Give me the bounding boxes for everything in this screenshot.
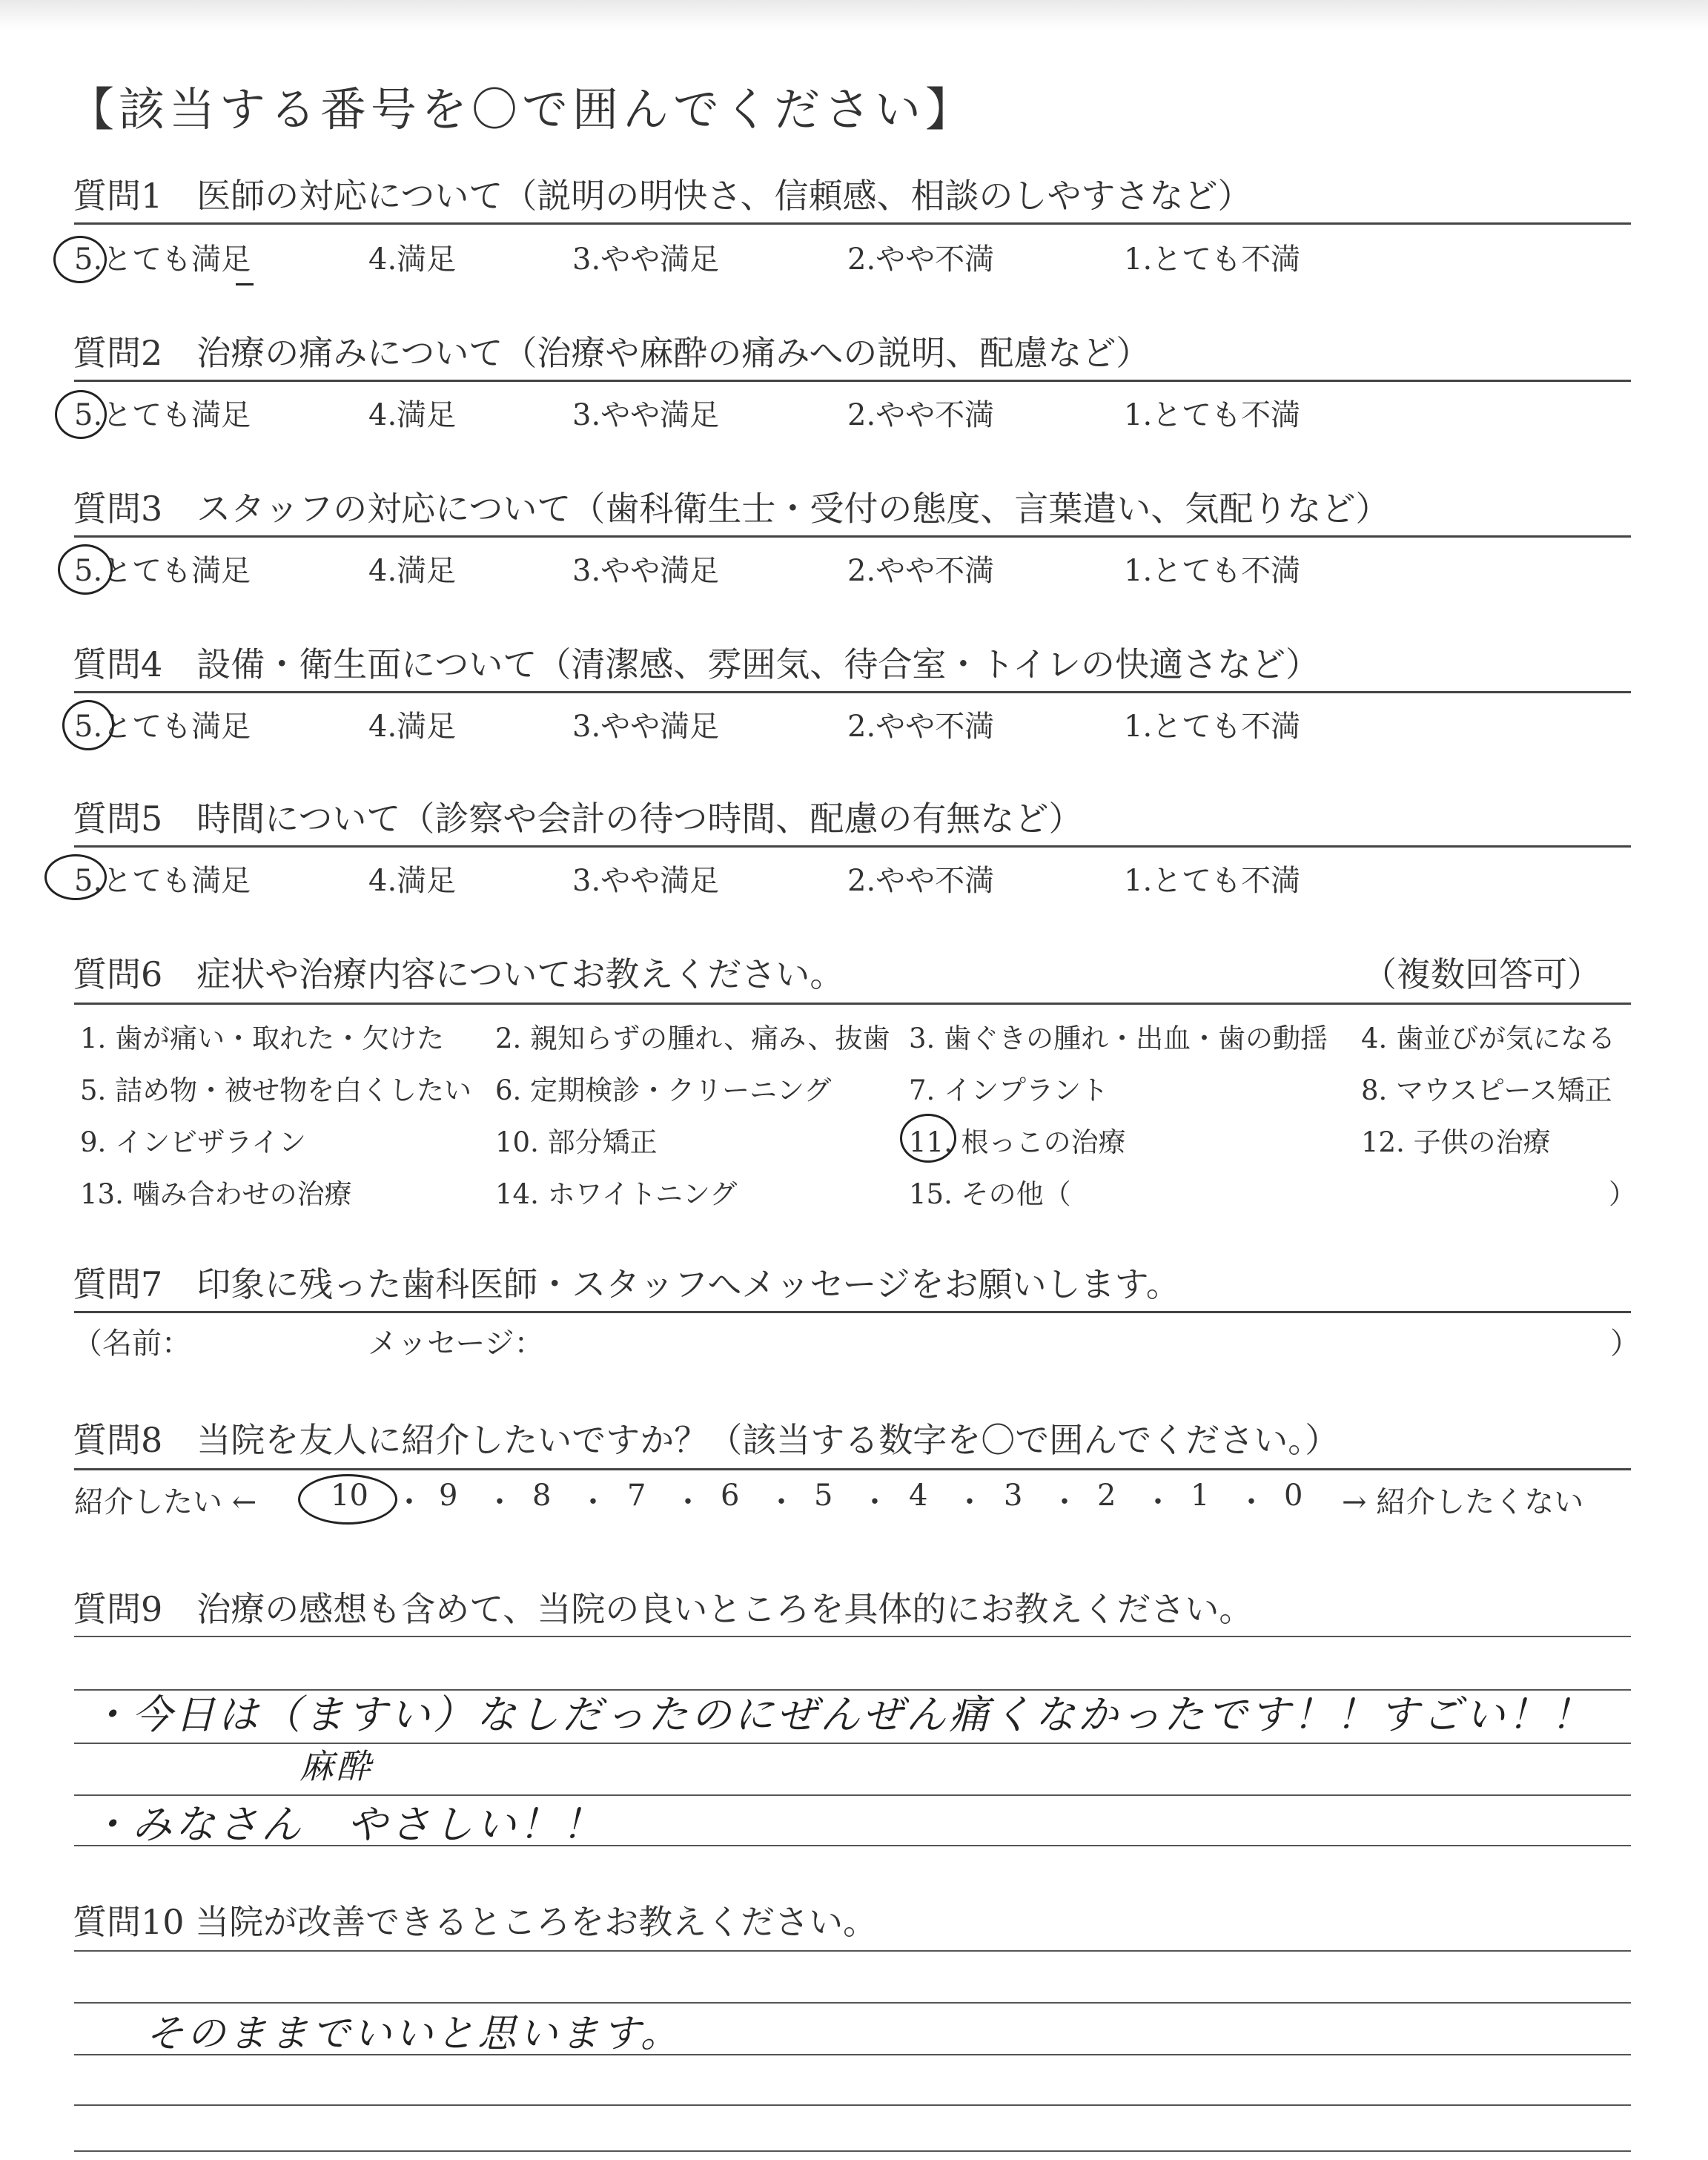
q4-option-1[interactable]: 1.とても不満 [1124, 710, 1301, 744]
q6-option-8[interactable]: 8. マウスピース矯正 [1361, 1074, 1612, 1106]
question-5-label: 質問5 時間について（診察や会計の待つ時間、配慮の有無など） [73, 799, 1083, 839]
q1-option-2[interactable]: 2.やや不満 [847, 242, 995, 277]
divider [74, 1311, 1631, 1313]
q8-score-8[interactable]: 8 [532, 1479, 552, 1513]
question-2-label: 質問2 治療の痛みについて（治療や麻酔の痛みへの説明、配慮など） [73, 333, 1151, 373]
q8-score-9[interactable]: 9 [439, 1479, 458, 1513]
q6-selection-circle [900, 1114, 956, 1163]
q1-selection-circle [53, 236, 107, 283]
q6-option-1[interactable]: 1. 歯が痛い・取れた・欠けた [80, 1023, 445, 1054]
q10-handwritten-line-1: そのままでいいと思います。 [145, 2012, 682, 2056]
q4-selection-circle [62, 700, 114, 750]
q8-dot: ・ [1237, 1485, 1266, 1519]
q6-option-9[interactable]: 9. インビザライン [80, 1126, 306, 1158]
q9-handwritten-line-1: ・今日は（ますい）なしだったのにぜんぜん痛くなかったです！！すごい！！ [89, 1691, 1594, 1738]
q2-option-4[interactable]: 4.満足 [368, 398, 457, 432]
question-10-label: 質問10 当院が改善できるところをお教えください。 [73, 1902, 878, 1942]
q6-option-12[interactable]: 12. 子供の治療 [1361, 1126, 1551, 1158]
q8-dot: ・ [394, 1485, 424, 1519]
q8-dot: ・ [485, 1485, 514, 1519]
q8-dot: ・ [767, 1485, 796, 1519]
q5-option-4[interactable]: 4.満足 [368, 864, 457, 898]
q6-option-14[interactable]: 14. ホワイトニング [495, 1178, 738, 1210]
q2-selection-circle [55, 390, 107, 439]
q2-option-1[interactable]: 1.とても不満 [1124, 398, 1301, 432]
q8-score-3[interactable]: 3 [1004, 1479, 1023, 1513]
q6-option-5[interactable]: 5. 詰め物・被せ物を白くしたい [80, 1074, 472, 1106]
question-6-note: （複数回答可） [1363, 954, 1601, 994]
q8-dot: ・ [1050, 1485, 1079, 1519]
question-1-label: 質問1 医師の対応について（説明の明快さ、信頼感、相談のしやすさなど） [73, 176, 1252, 216]
q7-name-label: （名前： [73, 1327, 191, 1361]
q6-option-13[interactable]: 13. 噛み合わせの治療 [80, 1178, 352, 1210]
answer-line [74, 1636, 1631, 1637]
q4-option-3[interactable]: 3.やや満足 [572, 710, 720, 744]
q8-left-label: 紹介したい ← [74, 1485, 257, 1519]
question-9-label: 質問9 治療の感想も含めて、当院の良いところを具体的にお教えください。 [73, 1589, 1254, 1629]
q4-option-5[interactable]: 5.とても満足 [74, 710, 251, 744]
q8-dot: ・ [955, 1485, 984, 1519]
q8-right-label: → 紹介したくない [1342, 1485, 1584, 1519]
q8-score-4[interactable]: 4 [909, 1479, 928, 1513]
q8-score-0[interactable]: 0 [1284, 1479, 1303, 1513]
answer-line [74, 2104, 1631, 2106]
q3-option-1[interactable]: 1.とても不満 [1124, 554, 1301, 588]
q3-option-5[interactable]: 5.とても満足 [74, 554, 251, 588]
q8-dot: ・ [1143, 1485, 1173, 1519]
divider [74, 380, 1631, 382]
q8-score-1[interactable]: 1 [1191, 1479, 1210, 1513]
q9-handwritten-insert: 麻酔 [299, 1746, 374, 1786]
q3-option-3[interactable]: 3.やや満足 [572, 554, 720, 588]
q7-close: ） [1610, 1327, 1640, 1361]
q6-option-4[interactable]: 4. 歯並びが気になる [1361, 1023, 1616, 1054]
q8-score-10[interactable]: 10 [331, 1479, 368, 1513]
answer-line [74, 1950, 1631, 1952]
q5-option-3[interactable]: 3.やや満足 [572, 864, 720, 898]
q8-score-7[interactable]: 7 [627, 1479, 646, 1513]
q9-handwritten-line-2: ・みなさん やさしい！！ [89, 1801, 605, 1848]
q8-score-2[interactable]: 2 [1097, 1479, 1116, 1513]
answer-line [74, 2150, 1631, 2152]
q2-option-2[interactable]: 2.やや不満 [847, 398, 995, 432]
scan-top-edge [0, 0, 1708, 30]
q1-option-3[interactable]: 3.やや満足 [572, 242, 720, 277]
question-4-label: 質問4 設備・衛生面について（清潔感、雰囲気、待合室・トイレの快適さなど） [73, 644, 1320, 684]
divider [74, 1003, 1631, 1005]
q5-option-1[interactable]: 1.とても不満 [1124, 864, 1301, 898]
q1-option-1[interactable]: 1.とても不満 [1124, 242, 1301, 277]
q6-option-11[interactable]: 11. 根っこの治療 [909, 1126, 1126, 1158]
question-6-label: 質問6 症状や治療内容についてお教えください。 [73, 954, 844, 994]
q7-message-label: メッセージ： [368, 1327, 544, 1361]
q1-option-4[interactable]: 4.満足 [368, 242, 457, 277]
q3-option-4[interactable]: 4.満足 [368, 554, 457, 588]
q3-option-2[interactable]: 2.やや不満 [847, 554, 995, 588]
q2-option-5[interactable]: 5.とても満足 [74, 398, 251, 432]
form-title: 【該当する番号を〇で囲んでください】 [68, 82, 976, 136]
divider [74, 845, 1631, 848]
divider [74, 535, 1631, 538]
q5-selection-circle [44, 854, 107, 900]
q8-score-6[interactable]: 6 [721, 1479, 740, 1513]
question-8-label: 質問8 当院を友人に紹介したいですか？（該当する数字を〇で囲んでください。） [73, 1420, 1340, 1460]
divider [74, 691, 1631, 693]
q6-option-3[interactable]: 3. 歯ぐきの腫れ・出血・歯の動揺 [909, 1023, 1328, 1054]
q8-selection-circle [298, 1474, 397, 1525]
q8-dot: ・ [578, 1485, 608, 1519]
q8-dot: ・ [860, 1485, 890, 1519]
q6-option-10[interactable]: 10. 部分矯正 [495, 1126, 658, 1158]
divider [74, 1468, 1631, 1470]
question-7-label: 質問7 印象に残った歯科医師・スタッフへメッセージをお願いします。 [73, 1264, 1180, 1304]
divider [74, 222, 1631, 225]
q8-score-5[interactable]: 5 [814, 1479, 833, 1513]
q6-option-7[interactable]: 7. インプラント [909, 1074, 1109, 1106]
q3-selection-circle [58, 544, 113, 595]
q5-option-5[interactable]: 5.とても満足 [74, 864, 251, 898]
pen-mark [236, 283, 254, 285]
q4-option-4[interactable]: 4.満足 [368, 710, 457, 744]
q4-option-2[interactable]: 2.やや不満 [847, 710, 995, 744]
question-3-label: 質問3 スタッフの対応について（歯科衛生士・受付の態度、言葉遣い、気配りなど） [73, 489, 1390, 529]
q8-dot: ・ [673, 1485, 703, 1519]
q5-option-2[interactable]: 2.やや不満 [847, 864, 995, 898]
q6-option-6[interactable]: 6. 定期検診・クリーニング [495, 1074, 832, 1106]
q6-other-close: ） [1609, 1178, 1636, 1210]
q6-option-2[interactable]: 2. 親知らずの腫れ、痛み、抜歯 [495, 1023, 890, 1054]
q2-option-3[interactable]: 3.やや満足 [572, 398, 720, 432]
q1-option-5[interactable]: 5.とても満足 [74, 242, 251, 277]
q6-option-15[interactable]: 15. その他（ [909, 1178, 1071, 1210]
